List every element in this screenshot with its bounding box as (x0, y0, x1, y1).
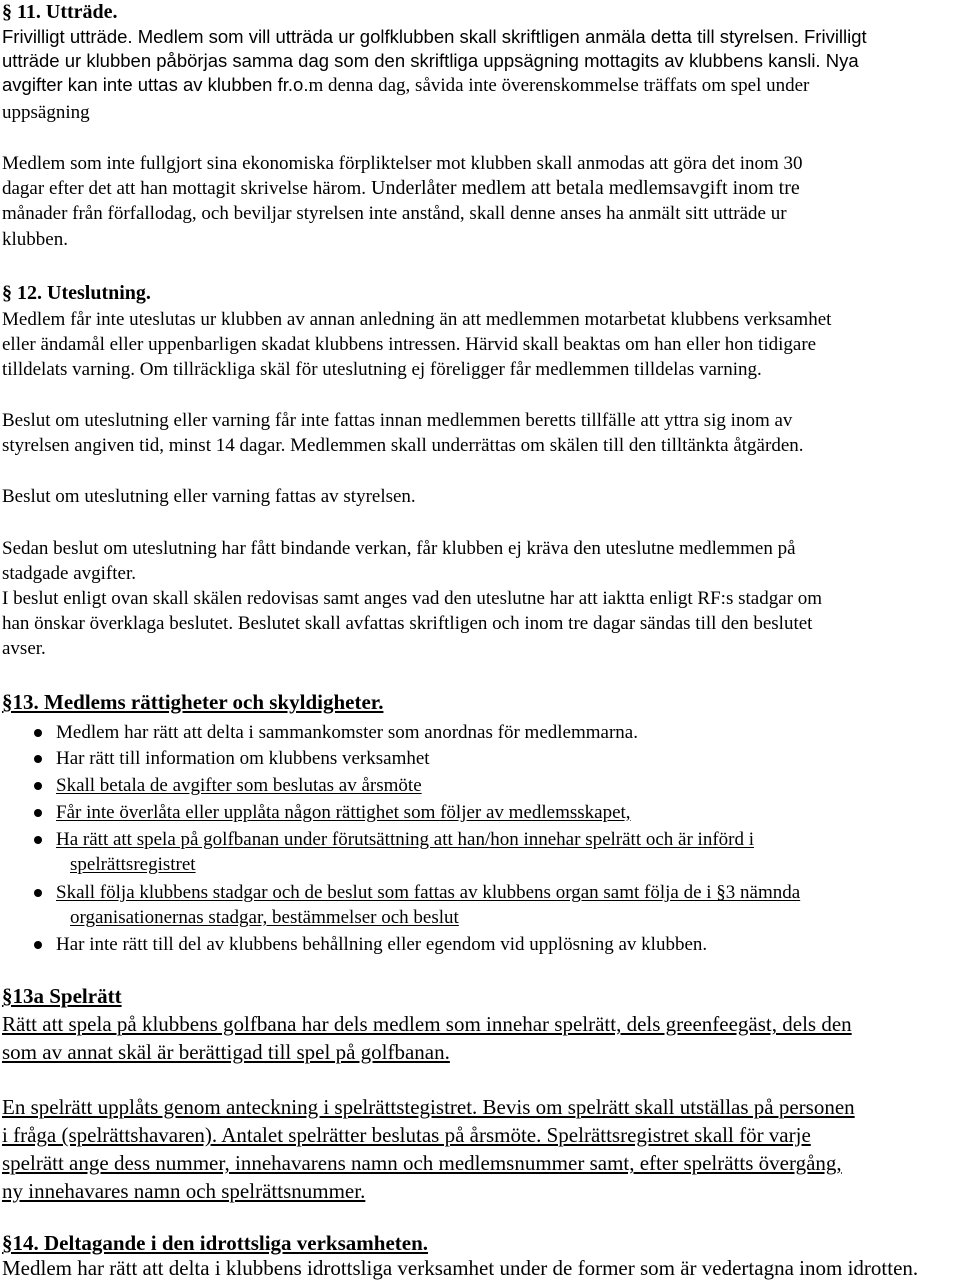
section-12-p3: Beslut om uteslutning eller varning fattas av styrelsen. (2, 486, 416, 507)
section-11-p2-line-2-b: Underlåter medlem att betala medlemsavgift inom tre (366, 177, 800, 199)
section-11-line-3 (2, 76, 809, 95)
list-item (0, 721, 960, 743)
bullet-text-continuation: spelrättsregistret (70, 854, 196, 875)
section-12-p4-line-1: Sedan beslut om uteslutning har fått bindande verkan, får klubben ej kräva den uteslutne medlemmen på (2, 538, 796, 559)
list-item (0, 828, 960, 876)
list-item (0, 881, 960, 929)
bullet-icon (34, 889, 42, 897)
bullet-icon (34, 729, 42, 737)
bullet-icon (34, 782, 42, 790)
list-item (0, 801, 960, 823)
section-11-p2-line-1: Medlem som inte fullgjort sina ekonomiska förpliktelser mot klubben skall anmodas att göra det inom 30 (2, 153, 803, 174)
section-13a-p2-line-3: spelrätt ange dess nummer, innehavarens namn och medlemsnummer samt, efter spelrätts övergång, (2, 1151, 842, 1175)
section-12-p2-line-2: styrelsen angiven tid, minst 14 dagar. Medlemmen skall underrättas om skälen till den tilltänkta åtgärden. (2, 435, 804, 456)
section-14-p1: Medlem har rätt att delta i klubbens idrottsliga verksamhet under de former som är vedertagna inom idrotten. (2, 1256, 919, 1280)
section-12-p4-line-4: han önskar överklaga beslutet. Beslutet skall avfattas skriftligen och inom tre dagar sändas till den beslutet (2, 613, 813, 634)
section-11-p2-line-2-a: dagar efter det att han mottagit skrivelse härom. (2, 178, 367, 199)
bullet-text: Skall följa klubbens stadgar och de beslut som fattas av klubbens organ samt följa de i §3 nämnda (56, 882, 801, 903)
bullet-icon (34, 941, 42, 949)
section-13a-p2-line-4: ny innehavares namn och spelrättsnummer. (2, 1179, 366, 1203)
bullet-text: Har inte rätt till del av klubbens behållning eller egendom vid upplösning av klubben. (56, 934, 708, 955)
section-12-p2-line-1: Beslut om uteslutning eller varning får inte fattas innan medlemmen beretts tillfälle att yttra sig inom av (2, 410, 793, 431)
bullet-text: Medlem har rätt att delta i sammankomster som anordnas för medlemmarna. (56, 722, 638, 743)
section-13a-p2-line-2: i fråga (spelrättshavaren). Antalet spelrätter beslutas på årsmöte. Spelrättsregistret skall för varje (2, 1123, 811, 1147)
bullet-text: Har rätt till information om klubbens verksamhet (56, 748, 430, 769)
section-11-line-1: Frivilligt utträde. Medlem som vill utträda ur golfklubben skall skriftligen anmäla detta till styrelsen. Frivilligt (2, 26, 867, 47)
bullet-icon (34, 836, 42, 844)
section-12-p4-line-2: stadgade avgifter. (2, 563, 137, 584)
list-item (0, 747, 960, 769)
section-12-p1-line-2: eller ändamål eller uppenbarligen skadat klubbens intressen. Härvid skall beaktas om han eller hon tidigare (2, 334, 817, 355)
section-11-line-3-a: avgifter kan inte uttas av klubben fr.o. (2, 74, 309, 95)
section-11-p2-line-4: klubben. (2, 229, 68, 250)
bullet-icon (34, 809, 42, 817)
section-12-heading: § 12. Uteslutning. (2, 282, 151, 304)
bullet-text-continuation: organisationernas stadgar, bestämmelser och beslut (70, 907, 459, 928)
section-11-line-2: utträde ur klubben påbörjas samma dag som den skriftliga uppsägning mottagits av klubbens kansli. Nya (2, 50, 859, 71)
section-11-line-3-b: m denna dag, såvida inte överenskommelse träffats om spel under (308, 75, 810, 96)
section-11-line-4: uppsägning (2, 102, 90, 123)
section-13a-p2-line-1: En spelrätt upplåts genom anteckning i spelrättstegistret. Bevis om spelrätt skall utställas på personen (2, 1095, 855, 1119)
section-11-p2-line-2 (2, 178, 800, 198)
bullet-icon (34, 755, 42, 763)
list-item (0, 774, 960, 796)
bullet-text: Skall betala de avgifter som beslutas av årsmöte (56, 775, 422, 796)
section-11-p2-line-3: månader från förfallodag, och beviljar styrelsen inte anstånd, skall denne anses ha anmält sitt utträde ur (2, 203, 787, 224)
section-11-heading: § 11. Utträde. (2, 1, 118, 23)
bullet-text: Ha rätt att spela på golfbanan under förutsättning att han/hon innehar spelrätt och är införd i (56, 829, 755, 850)
section-13-heading: §13. Medlems rättigheter och skyldigheter. (2, 690, 384, 714)
list-item (0, 933, 960, 955)
section-13a-p1-line-1: Rätt att spela på klubbens golfbana har dels medlem som innehar spelrätt, dels greenfeegäst, dels den (2, 1012, 852, 1036)
section-12-p4-line-3: I beslut enligt ovan skall skälen redovisas samt anges vad den uteslutne har att iaktta enligt RF:s stadgar om (2, 588, 822, 609)
bullet-text: Får inte överlåta eller upplåta någon rättighet som följer av medlemsskapet, (56, 802, 631, 823)
section-12-p1-line-1: Medlem får inte uteslutas ur klubben av annan anledning än att medlemmen motarbetat klubbens verksamhet (2, 309, 832, 330)
section-13a-p1-line-2: som av annat skäl är berättigad till spel på golfbanan. (2, 1040, 450, 1064)
section-12-p4-line-5: avser. (2, 638, 46, 659)
section-14-heading: §14. Deltagande i den idrottsliga verksamheten. (2, 1231, 429, 1255)
section-13a-heading: §13a Spelrätt (2, 984, 122, 1008)
section-12-p1-line-3: tilldelats varning. Om tillräckliga skäl för uteslutning ej föreligger får medlemmen tilldelas varning. (2, 359, 762, 380)
